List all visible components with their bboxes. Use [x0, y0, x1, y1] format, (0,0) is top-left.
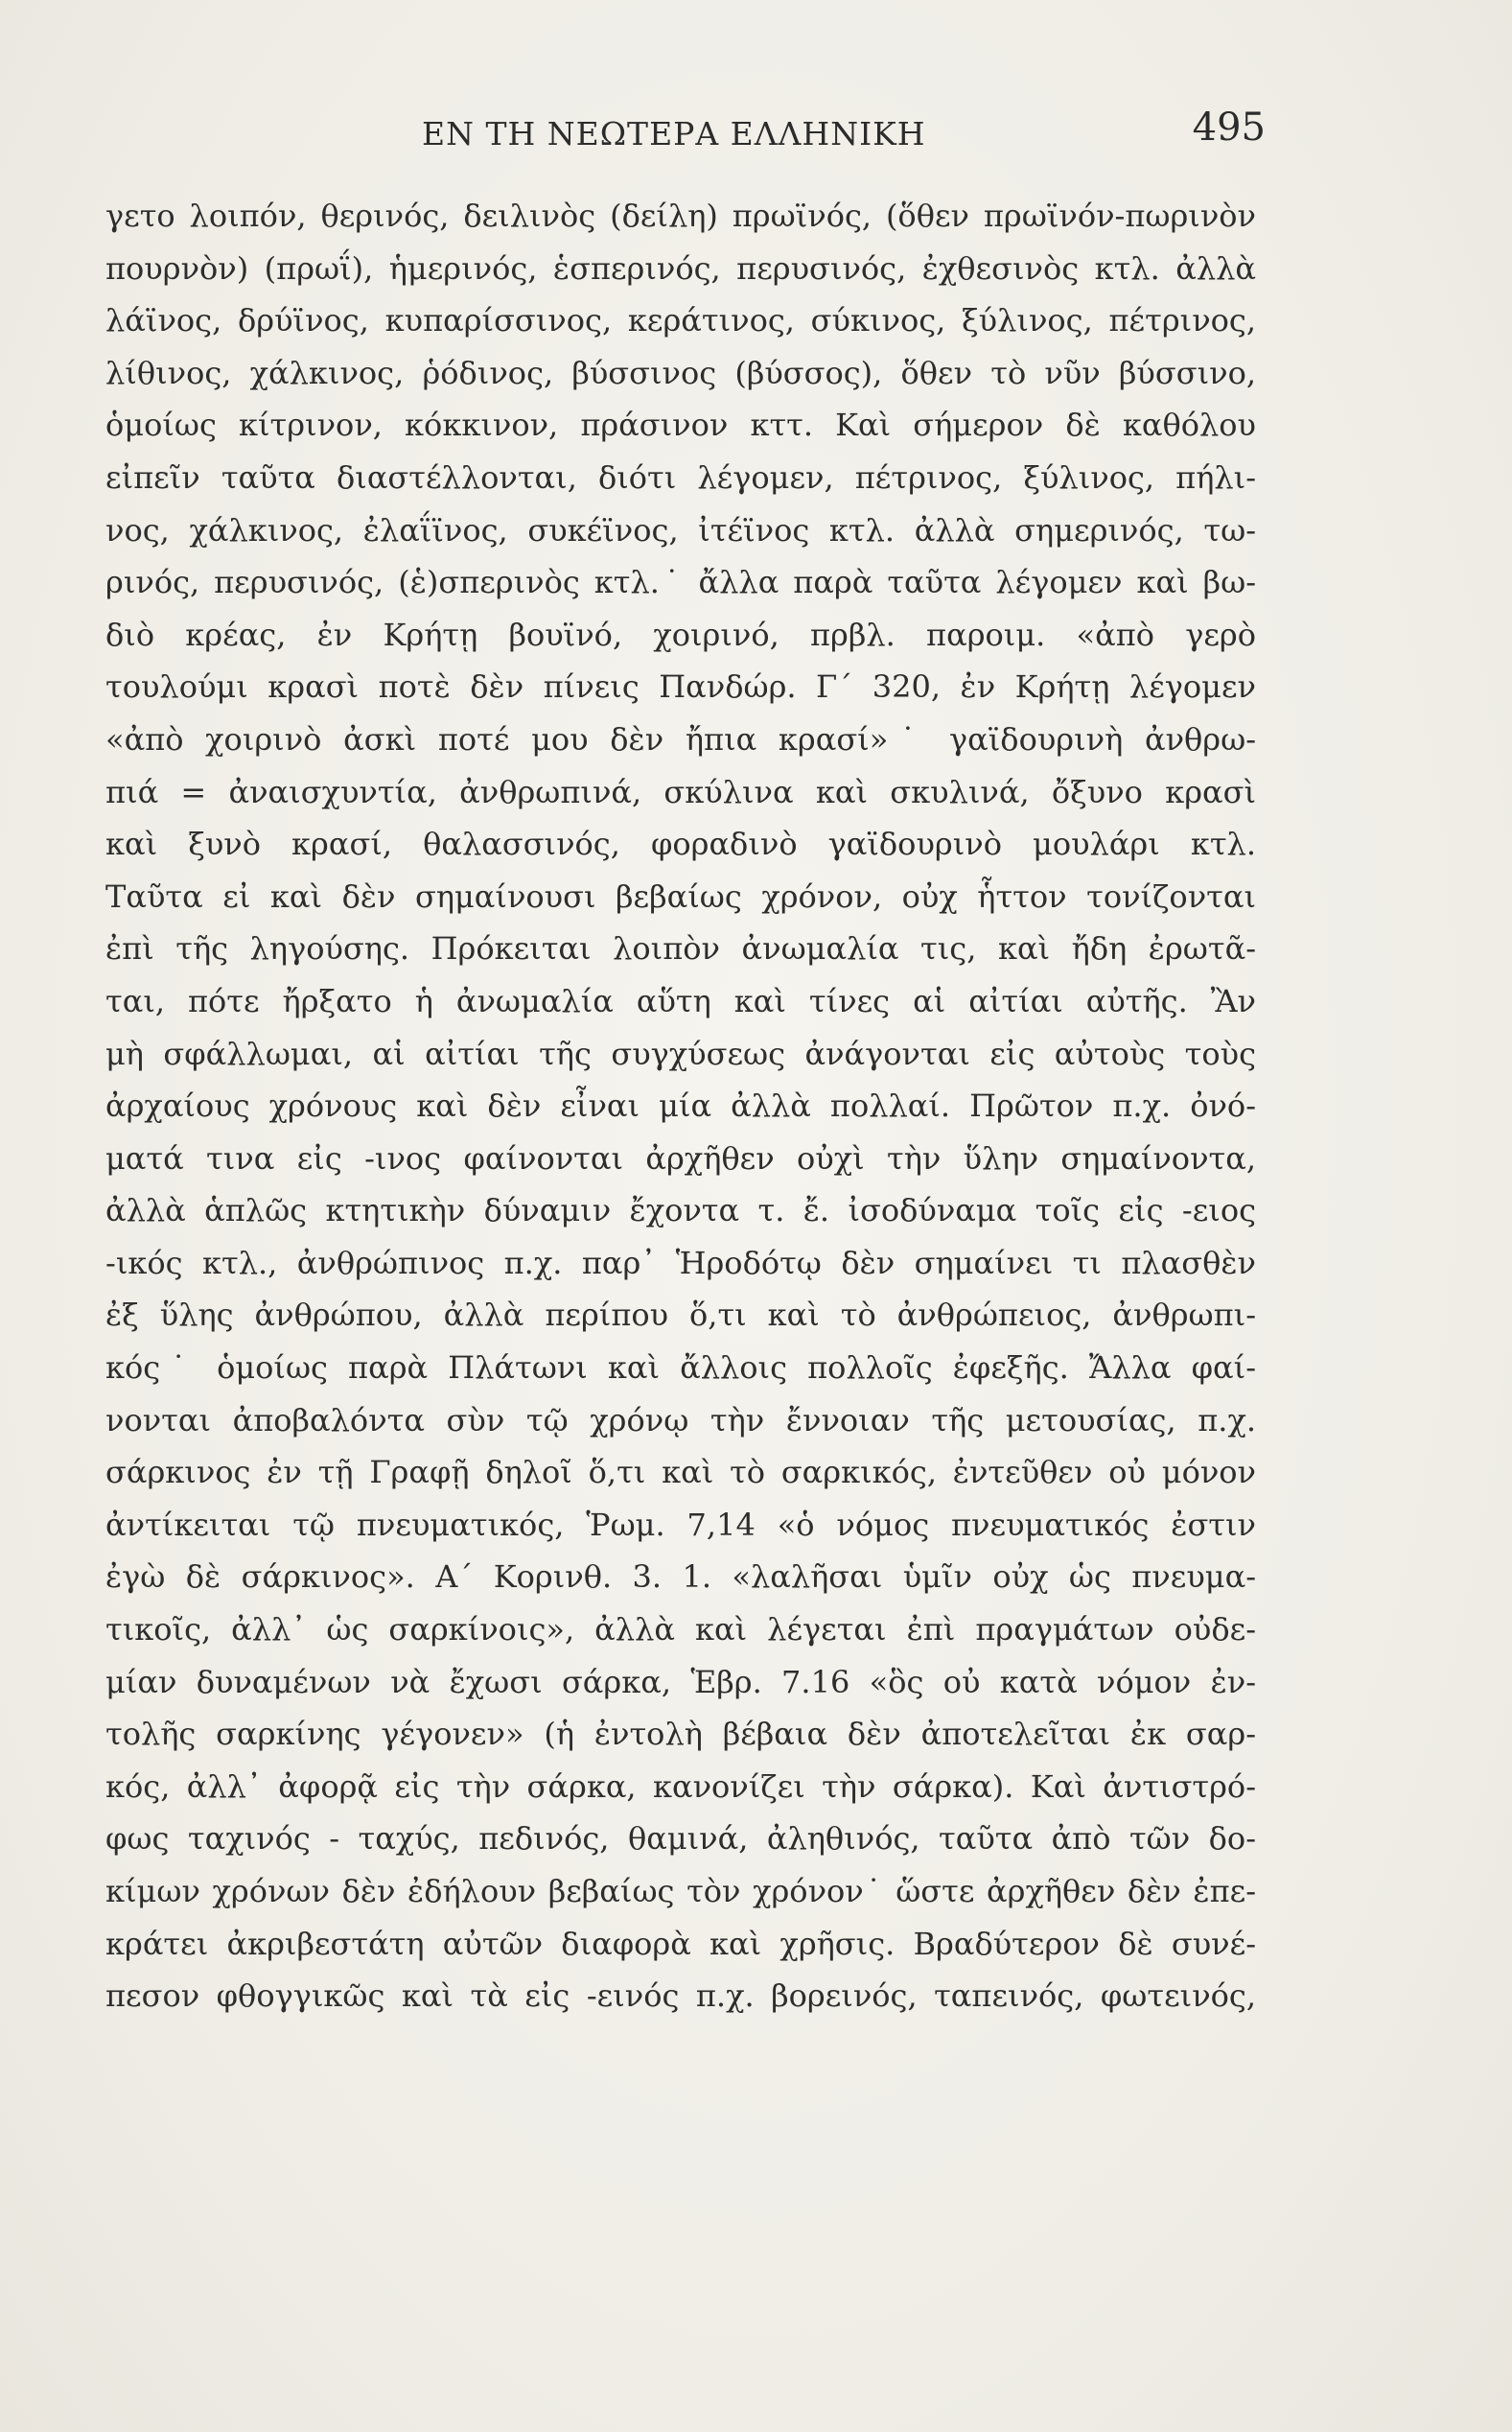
- text-line: πουρνὸν) (πρωΐ), ἡμερινός, ἑσπερινός, περυσινός, ἐχθεσινὸς κτλ. ἀλλὰ: [105, 249, 1256, 287]
- text-line: νονται ἀποβαλόντα σὺν τῷ χρόνῳ τὴν ἔννοιαν τῆς μετουσίας, π.χ.: [105, 1401, 1256, 1438]
- text-line: μίαν δυναμένων νὰ ἔχωσι σάρκα, Ἑβρ. 7.16 «ὃς οὐ κατὰ νόμον ἐν-: [105, 1663, 1256, 1700]
- text-line: ται, πότε ἤρξατο ἡ ἀνωμαλία αὕτη καὶ τίνες αἱ αἰτίαι αὐτῆς. Ἂν: [105, 982, 1256, 1019]
- text-line: «ἀπὸ χοιρινὸ ἀσκὶ ποτέ μου δὲν ἤπια κρασί»˙ γαϊδουρινὴ ἀνθρω-: [105, 720, 1256, 758]
- text-line: κός, ἀλλ᾽ ἀφορᾷ εἰς τὴν σάρκα, κανονίζει τὴν σάρκα). Καὶ ἀντιστρό-: [105, 1767, 1256, 1805]
- text-line: ἐξ ὕλης ἀνθρώπου, ἀλλὰ περίπου ὅ,τι καὶ τὸ ἀνθρώπειος, ἀνθρωπι-: [105, 1297, 1256, 1334]
- running-title: ΕΝ ΤΗ ΝΕΩΤΕΡΑ ΕΛΛΗΝΙΚΗ: [422, 115, 926, 152]
- text-line: πιά = ἀναισχυντία, ἀνθρωπινά, σκύλινα καὶ σκυλινά, ὄξυνο κρασὶ: [105, 773, 1256, 810]
- text-line: ἐπὶ τῆς ληγούσης. Πρόκειται λοιπὸν ἀνωμαλία τις, καὶ ἤδη ἐρωτᾶ-: [105, 930, 1256, 968]
- page-number: 495: [1192, 105, 1266, 150]
- page-header: [105, 104, 1266, 171]
- text-line: κός˙ ὁμοίως παρὰ Πλάτωνι καὶ ἄλλοις πολλοῖς ἐφεξῆς. Ἄλλα φαί-: [105, 1349, 1256, 1387]
- body-text: [105, 190, 1256, 2023]
- text-line: ἀλλὰ ἁπλῶς κτητικὴν δύναμιν ἔχοντα τ. ἔ. ἰσοδύναμα τοῖς εἰς -ειος: [105, 1192, 1256, 1229]
- text-line: καὶ ξυνὸ κρασί, θαλασσινός, φοραδινὸ γαϊδουρινὸ μουλάρι κτλ.: [105, 826, 1256, 863]
- text-line: ὁμοίως κίτρινον, κόκκινον, πράσινον κττ. Καὶ σήμερον δὲ καθόλου: [105, 407, 1256, 444]
- text-line: Ταῦτα εἰ καὶ δὲν σημαίνουσι βεβαίως χρόνον, οὐχ ἧττον τονίζονται: [105, 877, 1256, 915]
- text-line: ἐγὼ δὲ σάρκινος». Α΄ Κορινθ. 3. 1. «λαλῆσαι ὑμῖν οὐχ ὡς πνευμα-: [105, 1558, 1256, 1596]
- text-line: ἀρχαίους χρόνους καὶ δὲν εἶναι μία ἀλλὰ πολλαί. Πρῶτον π.χ. ὀνό-: [105, 1087, 1256, 1125]
- text-line: μὴ σφάλλωμαι, αἱ αἰτίαι τῆς συγχύσεως ἀνάγονται εἰς αὐτοὺς τοὺς: [105, 1035, 1256, 1072]
- text-line: σάρκινος ἐν τῇ Γραφῇ δηλοῖ ὅ,τι καὶ τὸ σαρκικός, ἐντεῦθεν οὐ μόνον: [105, 1454, 1256, 1491]
- text-line: πεσον φθογγικῶς καὶ τὰ εἰς -εινός π.χ. βορεινός, ταπεινός, φωτεινός,: [105, 1977, 1256, 2015]
- text-line: γετο λοιπόν, θερινός, δειλινὸς (δείλη) πρωϊνός, (ὅθεν πρωϊνόν-πωρινὸν: [105, 198, 1256, 234]
- text-line: φως ταχινός - ταχύς, πεδινός, θαμινά, ἀληθινός, ταῦτα ἀπὸ τῶν δο-: [105, 1820, 1256, 1858]
- text-line: ρινός, περυσινός, (ἑ)σπερινὸς κτλ.˙ ἄλλα παρὰ ταῦτα λέγομεν καὶ βω-: [105, 564, 1256, 601]
- text-line: ματά τινα εἰς -ινος φαίνονται ἀρχῆθεν οὐχὶ τὴν ὕλην σημαίνοντα,: [105, 1139, 1256, 1177]
- text-line: τικοῖς, ἀλλ᾽ ὡς σαρκίνοις», ἀλλὰ καὶ λέγεται ἐπὶ πραγμάτων οὐδε-: [105, 1611, 1256, 1649]
- text-line: λάϊνος, δρύϊνος, κυπαρίσσινος, κεράτινος, σύκινος, ξύλινος, πέτρινος,: [105, 302, 1256, 339]
- text-line: νος, χάλκινος, ἐλαΐϊνος, συκέϊνος, ἰτέϊνος κτλ. ἀλλὰ σημερινός, τω-: [105, 511, 1256, 549]
- text-line: -ικός κτλ., ἀνθρώπινος π.χ. παρ᾽ Ἡροδότῳ δὲν σημαίνει τι πλασθὲν: [105, 1244, 1256, 1281]
- text-line: τολῆς σαρκίνης γέγονεν» (ἡ ἐντολὴ βέβαια δὲν ἀποτελεῖται ἐκ σαρ-: [105, 1716, 1256, 1753]
- text-line: κράτει ἀκριβεστάτη αὐτῶν διαφορὰ καὶ χρῆσις. Βραδύτερον δὲ συνέ-: [105, 1925, 1256, 1962]
- text-line: διὸ κρέας, ἐν Κρήτῃ βουϊνό, χοιρινό, πρβλ. παροιμ. «ἀπὸ γερὸ: [105, 616, 1256, 653]
- text-line: εἰπεῖν ταῦτα διαστέλλονται, διότι λέγομεν, πέτρινος, ξύλινος, πήλι-: [105, 458, 1256, 496]
- text-line: λίθινος, χάλκινος, ῥόδινος, βύσσινος (βύσσος), ὅθεν τὸ νῦν βύσσινο,: [105, 354, 1256, 391]
- text-line: κίμων χρόνων δὲν ἐδήλουν βεβαίως τὸν χρόνον˙ ὥστε ἀρχῆθεν δὲν ἐπε-: [105, 1873, 1256, 1909]
- text-line: ἀντίκειται τῷ πνευματικός, Ῥωμ. 7,14 «ὁ νόμος πνευματικός ἐστιν: [105, 1506, 1256, 1543]
- text-line: τουλούμι κρασὶ ποτὲ δὲν πίνεις Πανδώρ. Γ΄ 320, ἐν Κρήτῃ λέγομεν: [105, 668, 1256, 706]
